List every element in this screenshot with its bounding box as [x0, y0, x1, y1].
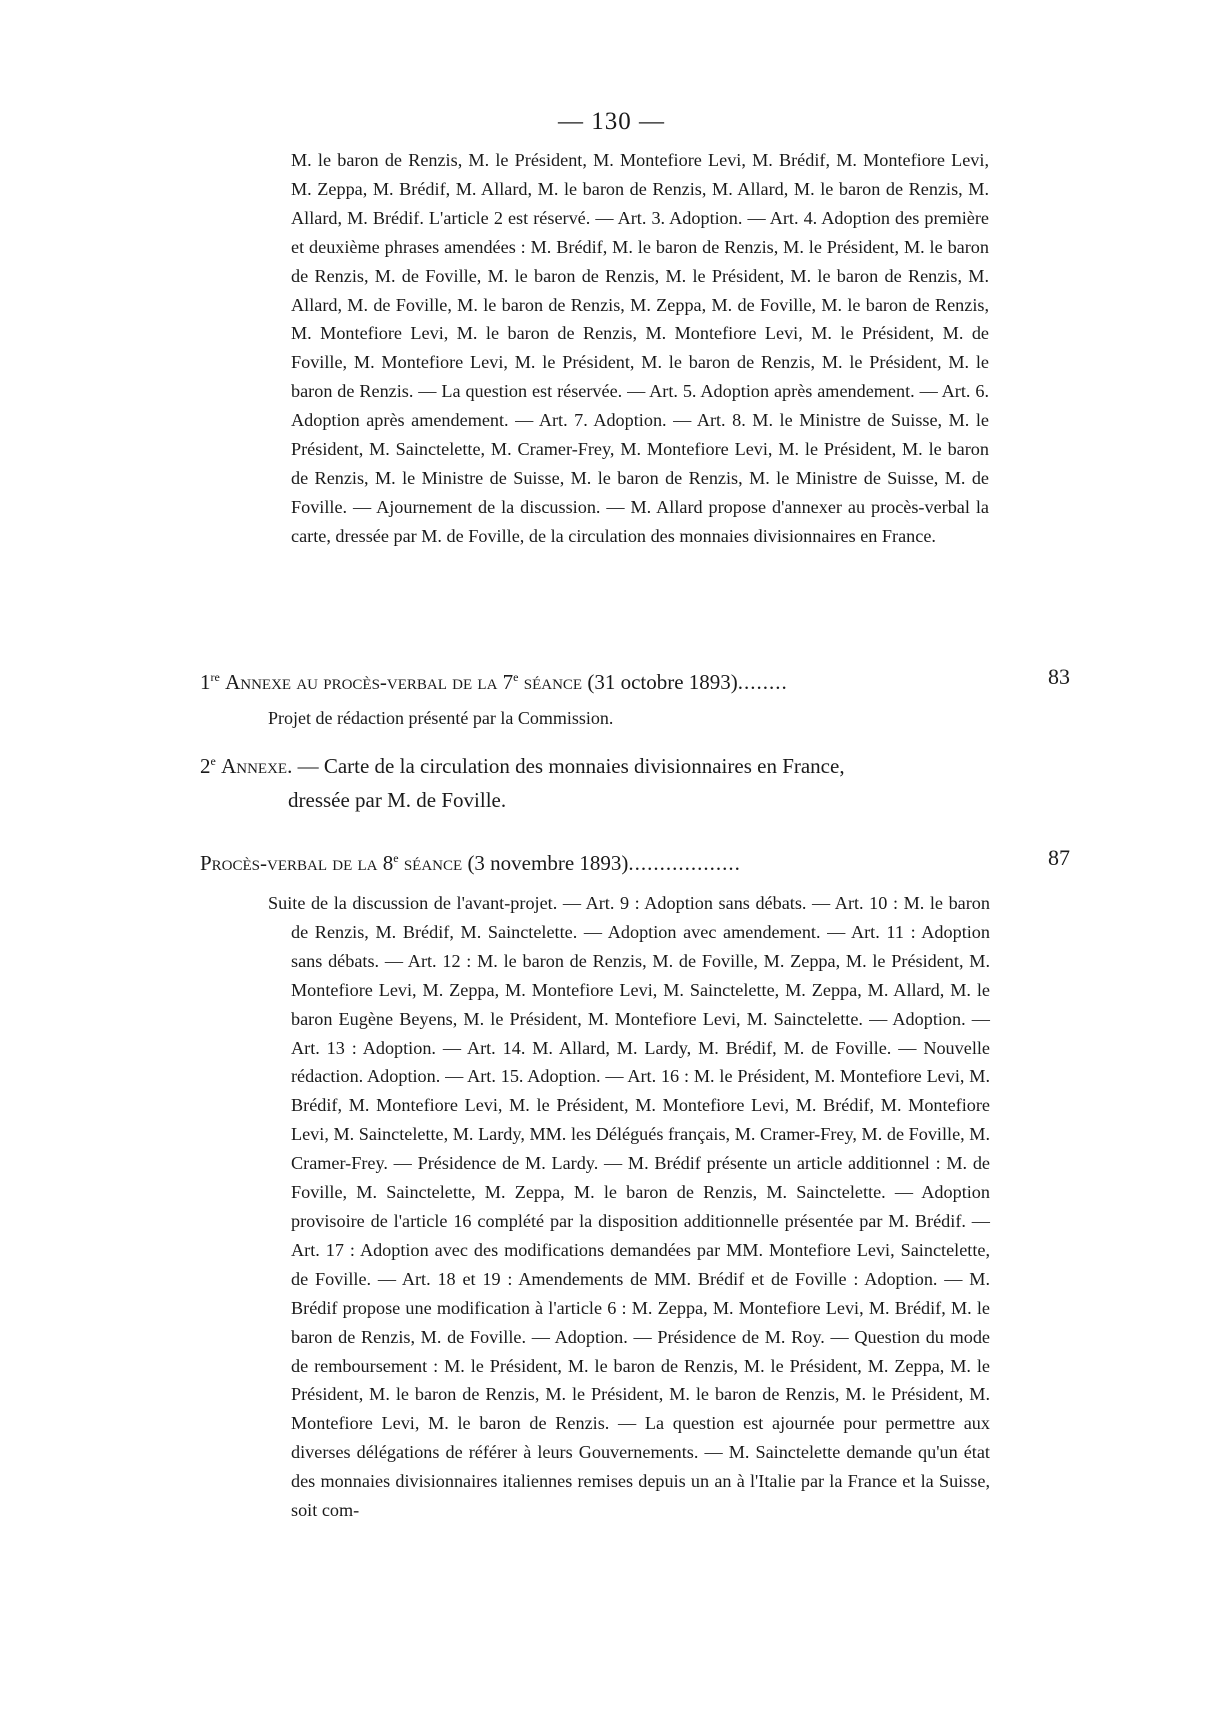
annexe-1-dots: ........: [737, 670, 788, 694]
pv-8-seance-word: séance: [403, 851, 463, 875]
toc-entry-pv-seance-8: [200, 843, 1070, 878]
annexe-1-page-ref: 83: [1048, 664, 1070, 689]
pv-8-seance-num: 8: [382, 851, 394, 875]
paragraph-seance-8-summary: [268, 889, 990, 1525]
toc-entry-annexe-2: [200, 744, 990, 817]
annexe-2-ordinal-sup: e: [210, 754, 216, 768]
pv-8-body: Suite de la discussion de l'avant-projet. — Art. 9 : Adoption sans débats. — Art. 10 : M. le baron de Renzis, M. Brédif, M. Sainctelette. — Adoption avec amendement. — Art. 11 : Adoption sans débats. — Art. 12 : M. le baron de Renzis, M. de Foville, M. Zeppa, M. le Président, M. Montefiore Levi, M. Zeppa, M. Montefiore Levi, M. Sainctelette, M. Zeppa, M. Allard, M. le baron Eugène Beyens, M. le Président, M. Montefiore Levi, M. Sainctelette. — Adoption. — Art. 13 : Adoption. — Art. 14. M. Allard, M. Lardy, M. Brédif, M. de Foville. — Nouvelle rédaction. Adoption. — Art. 15. Adoption. — Art. 16 : M. le Président, M. Montefiore Levi, M. Brédif, M. Montefiore Levi, M. le Président, M. Montefiore Levi, M. Brédif, M. Montefiore Levi, M. Sainctelette, M. Lardy, MM. les Délégués français, M. Cramer-Frey, M. de Foville, M. Cramer-Frey. — Présidence de M. Lardy. — M. Brédif présente un article additionnel : M. de Foville, M. Sainctelette, M. Zeppa, M. le baron de Renzis, M. Sainctelette. — Adoption provisoire de l'article 16 complété par la disposition additionnelle présentée par M. Brédif. — Art. 17 : Adoption avec des modifications demandées par MM. Montefiore Levi, Sainctelette, de Foville. — Art. 18 et 19 : Amendements de MM. Brédif et de Foville : Adoption. — M. Brédif propose une modification à l'article 6 : M. Zeppa, M. Montefiore Levi, M. Brédif, M. le baron de Renzis, M. de Foville. — Adoption. — Présidence de M. Roy. — Question du mode de remboursement : M. le Président, M. le baron de Renzis, M. le Président, M. Zeppa, M. le Président, M. le baron de Renzis, M. le Président, M. le baron de Renzis, M. le Président, M. Montefiore Levi, M. le baron de Renzis. — La question est ajournée pour permettre aux diverses délégations de référer à leurs Gouvernements. — M. Sainctelette demande qu'un état des monnaies divisionnaires italiennes remises depuis un an à l'Italie par la France et la Suisse, soit com-: [268, 893, 990, 1521]
page-number: — 130 —: [558, 108, 665, 135]
annexe-1-seance-word: séance: [523, 670, 583, 694]
pv-8-dots: ..................: [628, 851, 741, 875]
annexe-1-ordinal: 1: [200, 670, 211, 694]
pv-8-date: (3 novembre 1893): [467, 851, 629, 875]
annexe-2-text-line-1: — Carte de la circulation des monnaies divisionnaires en France,: [297, 754, 845, 778]
annexe-2-label: Annexe.: [221, 754, 293, 778]
toc-entry-annexe-1: [200, 662, 1070, 697]
paragraph-seance-7-continuation: M. le baron de Renzis, M. le Président, M. Montefiore Levi, M. Brédif, M. Montefiore Levi, M. Zeppa, M. Brédif, M. Allard, M. le baron de Renzis, M. Allard, M. le baron de Renzis, M. Allard, M. Brédif. L'article 2 est réservé. — Art. 3. Adoption. — Art. 4. Adoption des première et deuxième phrases amendées : M. Brédif, M. le baron de Renzis, M. le Président, M. le baron de Renzis, M. de Foville, M. le baron de Renzis, M. le Président, M. le baron de Renzis, M. Allard, M. de Foville, M. le baron de Renzis, M. Zeppa, M. de Foville, M. le baron de Renzis, M. Montefiore Levi, M. le baron de Renzis, M. Montefiore Levi, M. le Président, M. de Foville, M. Montefiore Levi, M. le Président, M. le baron de Renzis, M. le Président, M. le baron de Renzis. — La question est réservée. — Art. 5. Adoption après amendement. — Art. 6. Adoption après amendement. — Art. 7. Adoption. — Art. 8. M. le Ministre de Suisse, M. le Président, M. Sainctelette, M. Cramer-Frey, M. Montefiore Levi, M. le Président, M. le baron de Renzis, M. le Ministre de Suisse, M. le baron de Renzis, M. le Ministre de Suisse, M. de Foville. — Ajournement de la discussion. — M. Allard propose d'annexer au procès-verbal la carte, dressée par M. de Foville, de la circulation des monnaies divisionnaires en France.: [291, 150, 989, 546]
annexe-1-description: Projet de rédaction présenté par la Commission.: [268, 708, 614, 728]
annexe-2-text-line-2: dressée par M. de Foville.: [288, 788, 507, 812]
annexe-1-title: Annexe au procès-verbal de la: [225, 670, 498, 694]
pv-8-page-ref: 87: [1048, 845, 1070, 870]
annexe-1-date: (31 octobre 1893): [587, 670, 738, 694]
pv-8-title: Procès-verbal de la: [200, 851, 378, 875]
pv-8-seance-sup: e: [393, 851, 399, 865]
annexe-1-seance-sup: e: [513, 670, 519, 684]
annexe-1-seance-num: 7: [502, 670, 514, 694]
annexe-1-ordinal-sup: re: [210, 670, 220, 684]
annexe-2-ordinal: 2: [200, 754, 211, 778]
